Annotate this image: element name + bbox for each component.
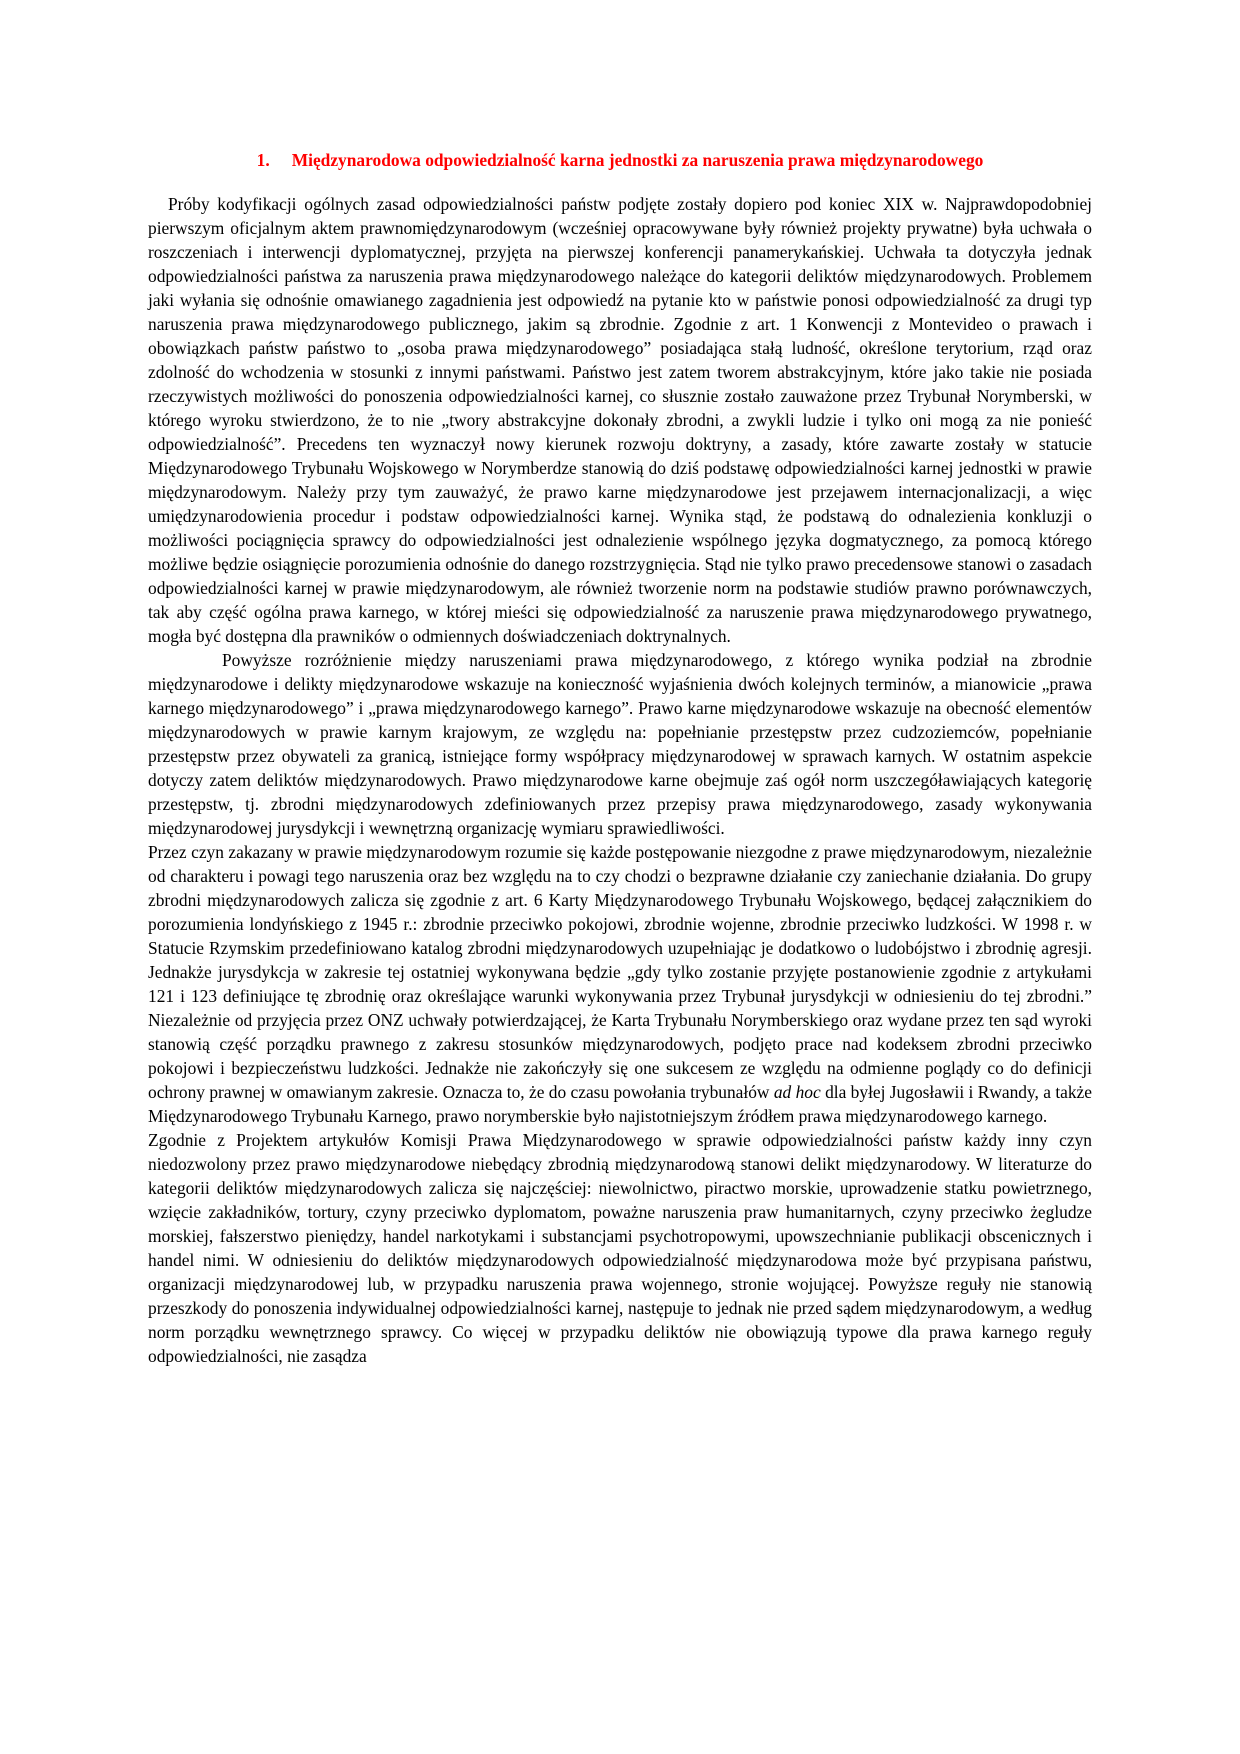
- section-title: Międzynarodowa odpowiedzialność karna jednostki za naruszenia prawa międzynarodowego: [291, 150, 984, 170]
- paragraph-1: Próby kodyfikacji ogólnych zasad odpowiedzialności państw podjęte zostały dopiero pod koniec XIX w. Najprawdopodobniej pierwszym oficjalnym aktem prawnomiędzynarodowym (wcześniej opracowywane były również projekty prywatne) była uchwała o roszczeniach i interwencji dyplomatycznej, przyjęta na pierwszej konferencji panamerykańskiej. Uchwała ta dotyczyła jednak odpowiedzialności państwa za naruszenia prawa międzynarodowego należące do kategorii deliktów międzynarodowych. Problemem jaki wyłania się odnośnie omawianego zagadnienia jest odpowiedź na pytanie kto w państwie ponosi odpowiedzialność za drugi typ naruszenia prawa międzynarodowego publicznego, jakim są zbrodnie. Zgodnie z art. 1 Konwencji z Montevideo o prawach i obowiązkach państw państwo to „osoba prawa międzynarodowego” posiadająca stałą ludność, określone terytorium, rząd oraz zdolność do wchodzenia w stosunki z innymi państwami. Państwo jest zatem tworem abstrakcyjnym, które jako takie nie posiada rzeczywistych możliwości do ponoszenia odpowiedzialności karnej, co słusznie zostało zauważone przez Trybunał Norymberski, w którego wyroku stwierdzono, że to nie „twory abstrakcyjne dokonały zbrodni, a zwykli ludzie i tylko oni mogą za nie ponieść odpowiedzialność”. Precedens ten wyznaczył nowy kierunek rozwoju doktryny, a zasady, które zawarte zostały w statucie Międzynarodowego Trybunału Wojskowego w Norymberdze stanowią do dziś podstawę odpowiedzialności karnej jednostki w prawie międzynarodowym. Należy przy tym zauważyć, że prawo karne międzynarodowe jest przejawem internacjonalizacji, a więc umiędzynarodowienia procedur i podstaw odpowiedzialności karnej. Wynika stąd, że podstawą do odnalezienia konkluzji o możliwości pociągnięcia sprawcy do odpowiedzialności jest odnalezienie wspólnego języka dogmatycznego, za pomocą którego możliwe będzie osiągnięcie porozumienia odnośnie do danego rozstrzygnięcia. Stąd nie tylko prawo precedensowe stanowi o zasadach odpowiedzialności karnej w prawie międzynarodowym, ale również tworzenie norm na podstawie studiów prawno porównawczych, tak aby część ogólna prawa karnego, w której mieści się odpowiedzialność za naruszenie prawa międzynarodowego prywatnego, mogła być dostępna dla prawników o odmiennych doświadczeniach doktrynalnych.: [148, 194, 1092, 646]
- paragraph-3: [148, 840, 1092, 1128]
- paragraph-4: Zgodnie z Projektem artykułów Komisji Prawa Międzynarodowego w sprawie odpowiedzialności państw każdy inny czyn niedozwolony przez prawo międzynarodowe niebędący zbrodnią międzynarodową stanowi delikt międzynarodowy. W literaturze do kategorii deliktów międzynarodowych zalicza się najczęściej: niewolnictwo, piractwo morskie, uprowadzenie statku powietrznego, wzięcie zakładników, tortury, czyny przeciwko dyplomatom, poważne naruszenia praw humanitarnych, czyny przeciwko żegludze morskiej, fałszerstwo pieniędzy, handel narkotykami i substancjami psychotropowymi, upowszechnianie publikacji obscenicznych i handel nimi. W odniesieniu do deliktów międzynarodowych odpowiedzialność międzynarodowa może być przypisana państwu, organizacji międzynarodowej lub, w przypadku naruszenia prawa wojennego, stronie wojującej. Powyższe reguły nie stanowią przeszkody do ponoszenia indywidualnej odpowiedzialności karnej, następuje to jednak nie przed sądem międzynarodowym, a według norm porządku wewnętrznego sprawcy. Co więcej w przypadku deliktów nie obowiązują typowe dla prawa karnego reguły odpowiedzialności, nie zasądza: [148, 1130, 1092, 1366]
- paragraph-2: Powyższe rozróżnienie między naruszeniami prawa międzynarodowego, z którego wynika podział na zbrodnie międzynarodowe i delikty międzynarodowe wskazuje na konieczność wyjaśnienia dwóch kolejnych terminów, a mianowicie „prawa karnego międzynarodowego” i „prawa międzynarodowego karnego”. Prawo karne międzynarodowe wskazuje na obecność elementów międzynarodowych w prawie karnym krajowym, ze względu na: popełnianie przestępstw przez cudzoziemców, popełnianie przestępstw przez obywateli za granicą, istniejące formy współpracy międzynarodowej w sprawach karnych. W ostatnim aspekcie dotyczy zatem deliktów międzynarodowych. Prawo międzynarodowe karne obejmuje zaś ogół norm uszczegóławiających kategorię przestępstw, tj. zbrodni międzynarodowych zdefiniowanych przez przepisy prawa międzynarodowego, zasady wykonywania międzynarodowej jurysdykcji i wewnętrzną organizację wymiaru sprawiedliwości.: [148, 650, 1092, 838]
- italic-term: ad hoc: [773, 1082, 821, 1102]
- document-page: [148, 146, 1092, 1368]
- paragraph-3-tail: dla byłej Jugosławii i Rwandy, a także Międzynarodowego Trybunału Karnego, prawo norymberskie było najistotniejszym źródłem prawa międzynarodowego karnego.: [148, 1082, 1092, 1126]
- section-heading: [148, 146, 1092, 174]
- paragraph-3-text: Przez czyn zakazany w prawie międzynarodowym rozumie się każde postępowanie niezgodne z prawe międzynarodowym, niezależnie od charakteru i powagi tego naruszenia oraz bez względu na to czy chodzi o bezprawne działanie czy zaniechanie działania. Do grupy zbrodni międzynarodowych zalicza się zgodnie z art. 6 Karty Międzynarodowego Trybunału Wojskowego, będącej załącznikiem do porozumienia londyńskiego z 1945 r.: zbrodnie przeciwko pokojowi, zbrodnie wojenne, zbrodnie przeciwko ludzkości. W 1998 r. w Statucie Rzymskim przedefiniowano katalog zbrodni międzynarodowych uzupełniając je dodatkowo o ludobójstwo i zbrodnię agresji. Jednakże jurysdykcja w zakresie tej ostatniej wykonywana będzie „gdy tylko zostanie przyjęte postanowienie zgodnie z artykułami 121 i 123 definiujące tę zbrodnię oraz określające warunki wykonywania przez Trybunał jurysdykcji w odniesieniu do tej zbrodni.” Niezależnie od przyjęcia przez ONZ uchwały potwierdzającej, że Karta Trybunału Norymberskiego oraz wydane przez ten sąd wyroki stanowią część porządku prawnego z zakresu stosunków międzynarodowych, podjęto prace nad kodeksem zbrodni przeciwko pokojowi i bezpieczeństwu ludzkości. Jednakże nie zakończyły się one sukcesem ze względu na odmienne poglądy co do definicji ochrony prawnej w omawianym zakresie. Oznacza to, że do czasu powołania trybunałów: [148, 842, 1092, 1102]
- section-number: 1.: [256, 150, 270, 170]
